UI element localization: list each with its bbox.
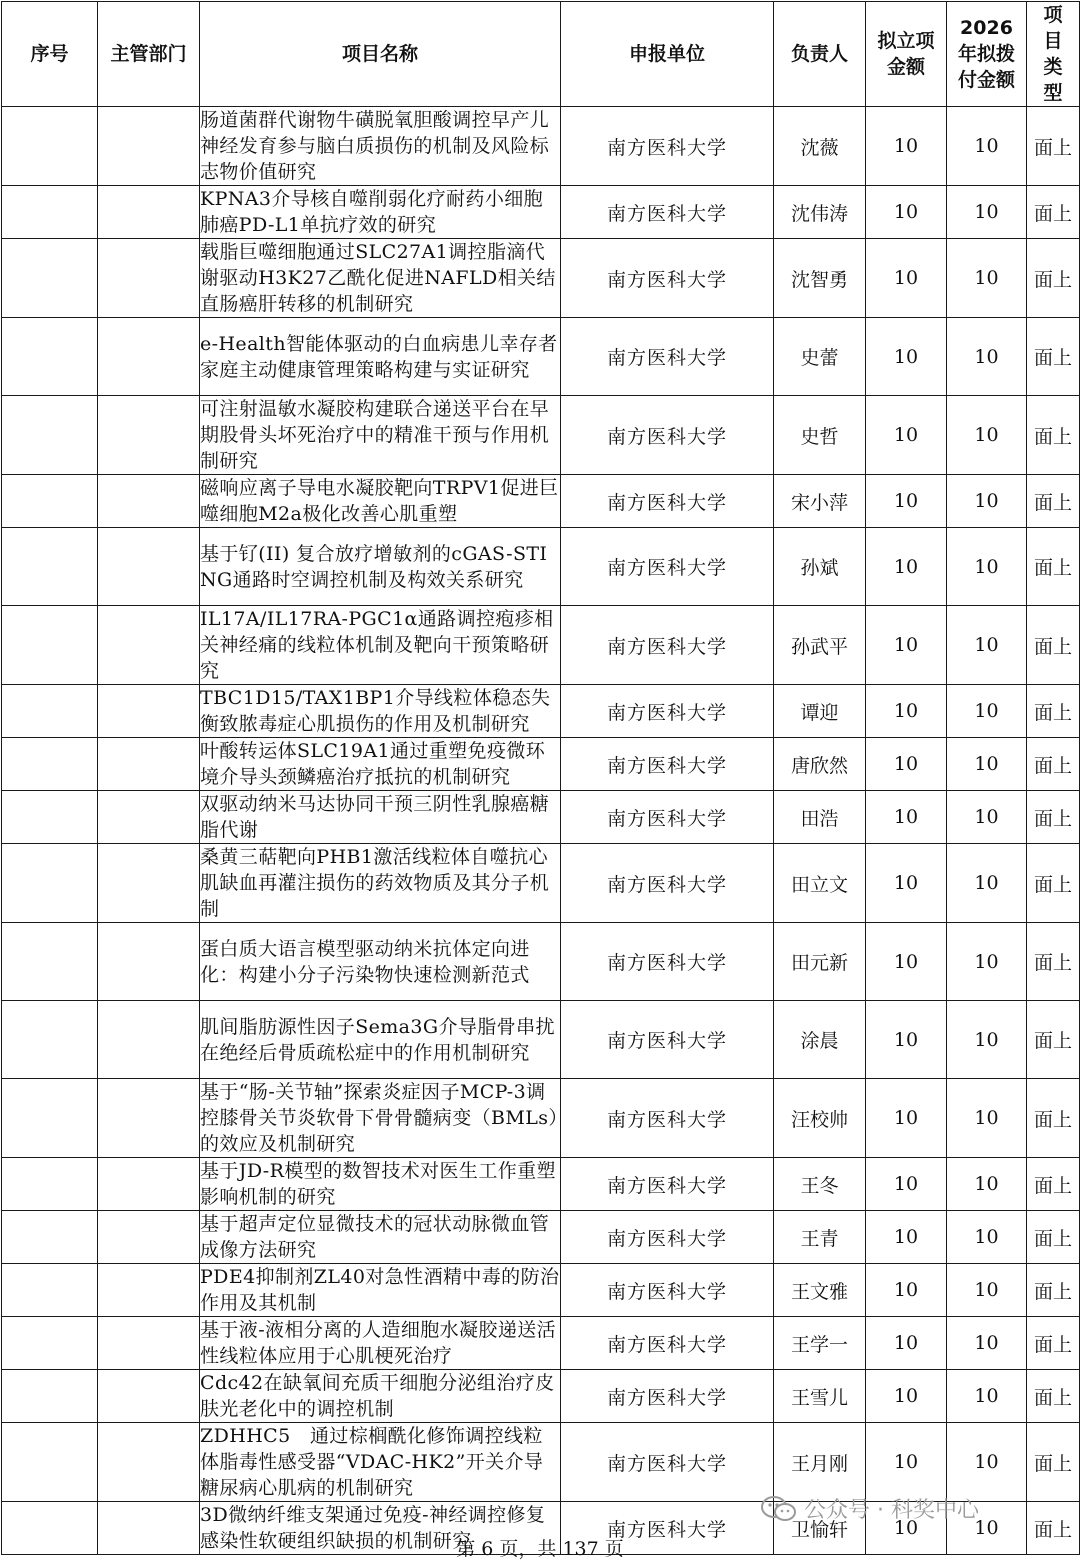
cell-name: 桑黄三萜靶向PHB1激活线粒体自噬抗心肌缺血再灌注损伤的药效物质及其分子机制 [200, 844, 561, 923]
cell-name: 蛋白质大语言模型驱动纳米抗体定向进化：构建小分子污染物快速检测新范式 [200, 923, 561, 1001]
cell-amount: 10 [866, 1158, 947, 1211]
cell-dept [98, 1370, 200, 1423]
table-row [2, 844, 1080, 923]
cell-leader: 王学一 [774, 1317, 866, 1370]
table-row [2, 923, 1080, 1001]
cell-no [2, 738, 98, 791]
cell-no [2, 1317, 98, 1370]
table-row [2, 1001, 1080, 1079]
cell-unit: 南方医科大学 [561, 1370, 774, 1423]
cell-name: 磁响应离子导电水凝胶靶向TRPV1促进巨噬细胞M2a极化改善心肌重塑 [200, 475, 561, 528]
cell-alloc: 10 [947, 528, 1027, 606]
cell-unit: 南方医科大学 [561, 239, 774, 318]
header-alloc: 2026年拟拨付金额 [947, 2, 1027, 107]
cell-type: 面上 [1027, 791, 1080, 844]
cell-type: 面上 [1027, 1502, 1080, 1555]
cell-name: 载脂巨噬细胞通过SLC27A1调控脂滴代谢驱动H3K27乙酰化促进NAFLD相关结直肠癌肝转移的机制研究 [200, 239, 561, 318]
cell-no [2, 186, 98, 239]
project-table [1, 1, 1080, 1555]
table-row [2, 1370, 1080, 1423]
cell-type: 面上 [1027, 1079, 1080, 1158]
table-row [2, 107, 1080, 186]
cell-unit: 南方医科大学 [561, 107, 774, 186]
cell-unit: 南方医科大学 [561, 318, 774, 396]
cell-unit: 南方医科大学 [561, 923, 774, 1001]
cell-type: 面上 [1027, 186, 1080, 239]
cell-unit: 南方医科大学 [561, 791, 774, 844]
cell-name: 基于“肠-关节轴”探索炎症因子MCP-3调控膝骨关节炎软骨下骨骨髓病变（BMLs）的效应及机制研究 [200, 1079, 561, 1158]
cell-no [2, 844, 98, 923]
cell-type: 面上 [1027, 1423, 1080, 1502]
cell-dept [98, 1423, 200, 1502]
cell-amount: 10 [866, 475, 947, 528]
cell-amount: 10 [866, 1264, 947, 1317]
cell-no [2, 1211, 98, 1264]
cell-name: IL17A/IL17RA-PGC1α通路调控疱疹相关神经痛的线粒体机制及靶向干预策略研究 [200, 606, 561, 685]
cell-leader: 沈薇 [774, 107, 866, 186]
watermark-text: 公众号 · 科奖中心 [804, 1498, 979, 1523]
cell-amount: 10 [866, 1079, 947, 1158]
cell-name: 基于钌(II) 复合放疗增敏剂的cGAS-STING通路时空调控机制及构效关系研究 [200, 528, 561, 606]
cell-name: 叶酸转运体SLC19A1通过重塑免疫微环境介导头颈鳞癌治疗抵抗的机制研究 [200, 738, 561, 791]
cell-amount: 10 [866, 528, 947, 606]
table-row [2, 1423, 1080, 1502]
table-row [2, 1264, 1080, 1317]
cell-no [2, 606, 98, 685]
cell-leader: 史哲 [774, 396, 866, 475]
wechat-icon [760, 1495, 798, 1523]
cell-leader: 谭迎 [774, 685, 866, 738]
cell-alloc: 10 [947, 1317, 1027, 1370]
cell-leader: 沈智勇 [774, 239, 866, 318]
cell-unit: 南方医科大学 [561, 1317, 774, 1370]
cell-dept [98, 528, 200, 606]
cell-alloc: 10 [947, 791, 1027, 844]
cell-unit: 南方医科大学 [561, 528, 774, 606]
cell-leader: 王月刚 [774, 1423, 866, 1502]
cell-dept [98, 685, 200, 738]
cell-dept [98, 1001, 200, 1079]
cell-name: 基于JD-R模型的数智技术对医生工作重塑影响机制的研究 [200, 1158, 561, 1211]
header-type: 项目类型 [1027, 2, 1080, 107]
cell-alloc: 10 [947, 239, 1027, 318]
cell-alloc: 10 [947, 923, 1027, 1001]
cell-leader: 唐欣然 [774, 738, 866, 791]
cell-dept [98, 1158, 200, 1211]
cell-leader: 卫愉轩 [774, 1502, 866, 1555]
cell-amount: 10 [866, 1370, 947, 1423]
cell-amount: 10 [866, 1502, 947, 1555]
cell-type: 面上 [1027, 738, 1080, 791]
cell-type: 面上 [1027, 1317, 1080, 1370]
cell-dept [98, 239, 200, 318]
table-row [2, 1079, 1080, 1158]
cell-name: TBC1D15/TAX1BP1介导线粒体稳态失衡致脓毒症心肌损伤的作用及机制研究 [200, 685, 561, 738]
cell-type: 面上 [1027, 1001, 1080, 1079]
cell-unit: 南方医科大学 [561, 685, 774, 738]
cell-type: 面上 [1027, 685, 1080, 738]
cell-amount: 10 [866, 239, 947, 318]
cell-leader: 涂晨 [774, 1001, 866, 1079]
cell-amount: 10 [866, 1211, 947, 1264]
cell-unit: 南方医科大学 [561, 475, 774, 528]
cell-type: 面上 [1027, 475, 1080, 528]
cell-dept [98, 923, 200, 1001]
cell-type: 面上 [1027, 239, 1080, 318]
cell-leader: 沈伟涛 [774, 186, 866, 239]
table-row [2, 528, 1080, 606]
cell-dept [98, 1079, 200, 1158]
cell-dept [98, 318, 200, 396]
cell-type: 面上 [1027, 1211, 1080, 1264]
cell-alloc: 10 [947, 186, 1027, 239]
cell-alloc: 10 [947, 1423, 1027, 1502]
table-row [2, 186, 1080, 239]
cell-leader: 孙武平 [774, 606, 866, 685]
cell-alloc: 10 [947, 1211, 1027, 1264]
cell-alloc: 10 [947, 1264, 1027, 1317]
cell-amount: 10 [866, 923, 947, 1001]
cell-name: KPNA3介导核自噬削弱化疗耐药小细胞肺癌PD-L1单抗疗效的研究 [200, 186, 561, 239]
cell-type: 面上 [1027, 844, 1080, 923]
header-row [2, 2, 1080, 107]
cell-no [2, 685, 98, 738]
cell-amount: 10 [866, 1001, 947, 1079]
table-row [2, 318, 1080, 396]
cell-name: PDE4抑制剂ZL40对急性酒精中毒的防治作用及其机制 [200, 1264, 561, 1317]
cell-leader: 田元新 [774, 923, 866, 1001]
cell-no [2, 318, 98, 396]
cell-alloc: 10 [947, 1370, 1027, 1423]
cell-name: 双驱动纳米马达协同干预三阴性乳腺癌糖脂代谢 [200, 791, 561, 844]
cell-dept [98, 1211, 200, 1264]
table-row [2, 396, 1080, 475]
cell-name: ZDHHC5 通过棕榈酰化修饰调控线粒体脂毒性感受器“VDAC-HK2”开关介导糖尿病心肌病的机制研究 [200, 1423, 561, 1502]
cell-dept [98, 396, 200, 475]
cell-alloc: 10 [947, 318, 1027, 396]
cell-no [2, 1423, 98, 1502]
table-row [2, 738, 1080, 791]
cell-dept [98, 738, 200, 791]
cell-name: Cdc42在缺氧间充质干细胞分泌组治疗皮肤光老化中的调控机制 [200, 1370, 561, 1423]
cell-leader: 王雪儿 [774, 1370, 866, 1423]
cell-type: 面上 [1027, 318, 1080, 396]
cell-type: 面上 [1027, 1264, 1080, 1317]
cell-name: 肌间脂肪源性因子Sema3G介导脂骨串扰在绝经后骨质疏松症中的作用机制研究 [200, 1001, 561, 1079]
cell-leader: 汪校帅 [774, 1079, 866, 1158]
cell-amount: 10 [866, 791, 947, 844]
cell-leader: 宋小萍 [774, 475, 866, 528]
cell-alloc: 10 [947, 738, 1027, 791]
table-row [2, 475, 1080, 528]
cell-amount: 10 [866, 318, 947, 396]
cell-amount: 10 [866, 1423, 947, 1502]
cell-dept [98, 791, 200, 844]
cell-name: 可注射温敏水凝胶构建联合递送平台在早期股骨头坏死治疗中的精准干预与作用机制研究 [200, 396, 561, 475]
table-row [2, 791, 1080, 844]
cell-unit: 南方医科大学 [561, 844, 774, 923]
cell-unit: 南方医科大学 [561, 1001, 774, 1079]
cell-type: 面上 [1027, 923, 1080, 1001]
cell-leader: 王文雅 [774, 1264, 866, 1317]
cell-leader: 田立文 [774, 844, 866, 923]
watermark [760, 1493, 979, 1524]
cell-type: 面上 [1027, 1158, 1080, 1211]
cell-amount: 10 [866, 738, 947, 791]
cell-amount: 10 [866, 844, 947, 923]
table-row [2, 1158, 1080, 1211]
cell-amount: 10 [866, 685, 947, 738]
cell-unit: 南方医科大学 [561, 1211, 774, 1264]
cell-type: 面上 [1027, 1370, 1080, 1423]
cell-no [2, 475, 98, 528]
cell-amount: 10 [866, 396, 947, 475]
cell-alloc: 10 [947, 1158, 1027, 1211]
cell-alloc: 10 [947, 1001, 1027, 1079]
cell-dept [98, 107, 200, 186]
cell-amount: 10 [866, 1317, 947, 1370]
cell-type: 面上 [1027, 107, 1080, 186]
cell-no [2, 1158, 98, 1211]
cell-no [2, 107, 98, 186]
cell-type: 面上 [1027, 396, 1080, 475]
cell-dept [98, 844, 200, 923]
header-dept: 主管部门 [98, 2, 200, 107]
cell-leader: 史蕾 [774, 318, 866, 396]
cell-unit: 南方医科大学 [561, 606, 774, 685]
page-footer: 第 6 页，共 137 页 [456, 1538, 624, 1560]
cell-no [2, 923, 98, 1001]
cell-alloc: 10 [947, 685, 1027, 738]
cell-name: 基于液-液相分离的人造细胞水凝胶递送活性线粒体应用于心肌梗死治疗 [200, 1317, 561, 1370]
cell-unit: 南方医科大学 [561, 396, 774, 475]
cell-leader: 王冬 [774, 1158, 866, 1211]
cell-unit: 南方医科大学 [561, 1158, 774, 1211]
cell-alloc: 10 [947, 606, 1027, 685]
cell-no [2, 528, 98, 606]
cell-dept [98, 186, 200, 239]
header-no: 序号 [2, 2, 98, 107]
cell-dept [98, 606, 200, 685]
cell-name: 基于超声定位显微技术的冠状动脉微血管成像方法研究 [200, 1211, 561, 1264]
cell-no [2, 791, 98, 844]
header-name: 项目名称 [200, 2, 561, 107]
cell-unit: 南方医科大学 [561, 1264, 774, 1317]
cell-alloc: 10 [947, 475, 1027, 528]
cell-leader: 田浩 [774, 791, 866, 844]
cell-alloc: 10 [947, 396, 1027, 475]
cell-amount: 10 [866, 186, 947, 239]
header-amount: 拟立项金额 [866, 2, 947, 107]
cell-alloc: 10 [947, 1502, 1027, 1555]
cell-dept [98, 1264, 200, 1317]
cell-dept [98, 475, 200, 528]
cell-no [2, 1370, 98, 1423]
cell-no [2, 396, 98, 475]
cell-alloc: 10 [947, 844, 1027, 923]
cell-name: 3D微纳纤维支架通过免疫-神经调控修复感染性软硬组织缺损的机制研究 [200, 1502, 561, 1555]
cell-name: e-Health智能体驱动的白血病患儿幸存者家庭主动健康管理策略构建与实证研究 [200, 318, 561, 396]
cell-no [2, 1001, 98, 1079]
cell-leader: 王青 [774, 1211, 866, 1264]
table-row [2, 1317, 1080, 1370]
cell-alloc: 10 [947, 1079, 1027, 1158]
cell-amount: 10 [866, 606, 947, 685]
cell-unit: 南方医科大学 [561, 1423, 774, 1502]
cell-type: 面上 [1027, 606, 1080, 685]
cell-amount: 10 [866, 107, 947, 186]
table-row [2, 685, 1080, 738]
cell-no [2, 1079, 98, 1158]
cell-alloc: 10 [947, 107, 1027, 186]
table-row [2, 1211, 1080, 1264]
cell-name: 肠道菌群代谢物牛磺脱氧胆酸调控早产儿神经发育参与脑白质损伤的机制及风险标志物价值研究 [200, 107, 561, 186]
cell-unit: 南方医科大学 [561, 1079, 774, 1158]
cell-no [2, 239, 98, 318]
header-leader: 负责人 [774, 2, 866, 107]
cell-unit: 南方医科大学 [561, 186, 774, 239]
cell-no [2, 1264, 98, 1317]
cell-unit: 南方医科大学 [561, 738, 774, 791]
cell-dept [98, 1317, 200, 1370]
cell-type: 面上 [1027, 528, 1080, 606]
cell-leader: 孙斌 [774, 528, 866, 606]
table-row [2, 606, 1080, 685]
table-row [2, 239, 1080, 318]
cell-unit: 南方医科大学 [561, 1502, 774, 1555]
header-unit: 申报单位 [561, 2, 774, 107]
